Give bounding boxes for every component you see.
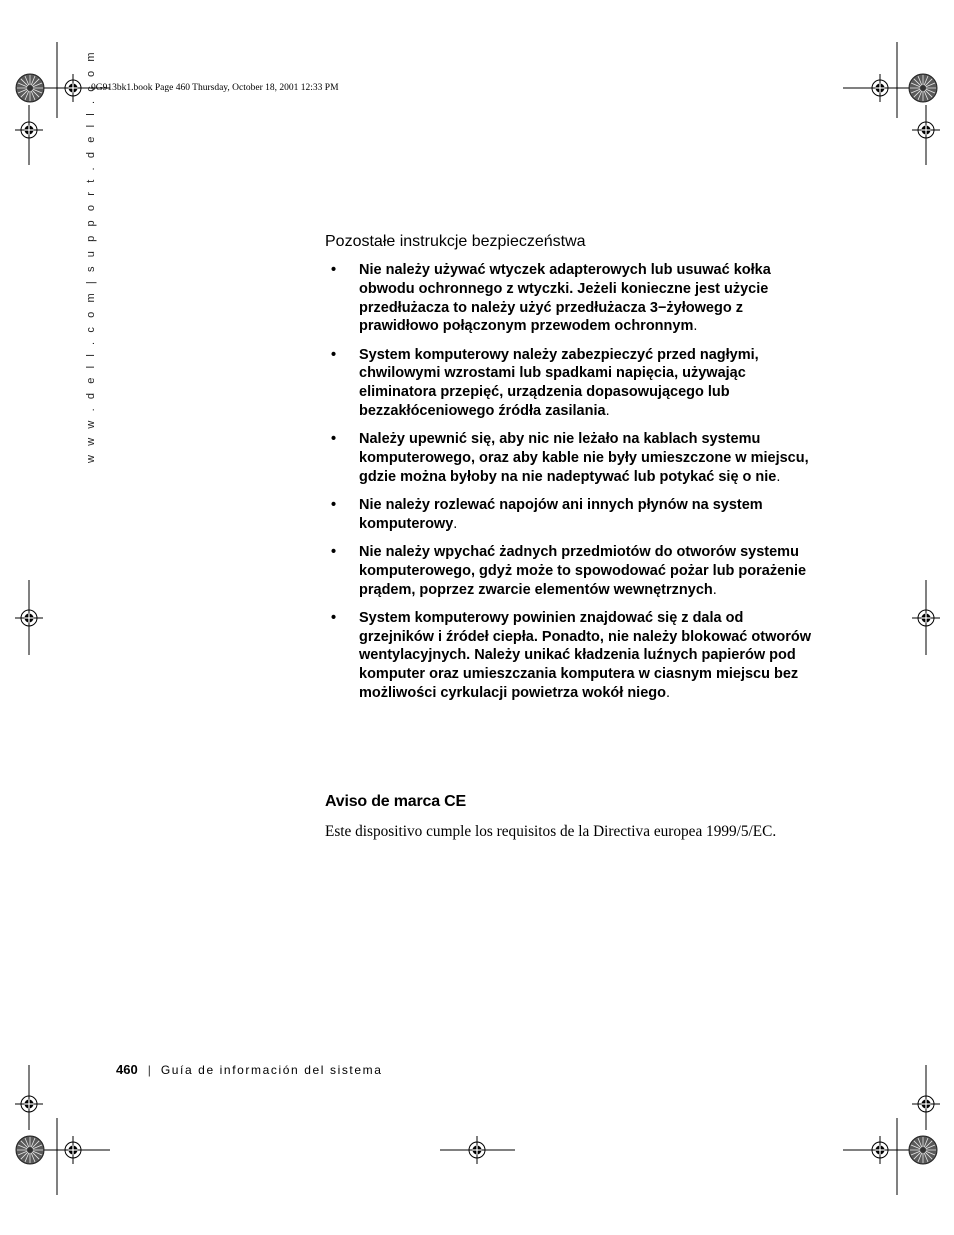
bullet-icon: • xyxy=(331,346,337,363)
ce-notice-title: Aviso de marca CE xyxy=(325,793,466,810)
list-item: • Należy upewnić się, aby nic nie leżało na kablach systemu komputerowego, oraz aby kable nie były umieszczone w miejscu, gdzie można byłoby na nie nadeptywać lub potykać się o nie. xyxy=(331,431,809,485)
list-item: • Nie należy rozlewać napojów ani innych płynów na system komputerowy. xyxy=(331,496,763,532)
registration-mark-icon xyxy=(59,74,87,102)
color-calibration-wheel-icon xyxy=(16,74,44,102)
registration-mark-icon xyxy=(912,1090,940,1118)
registration-mark-icon xyxy=(15,116,43,144)
side-url: w w w . d e l l . c o m | s u p p o r t . d e l l . c o m xyxy=(85,49,97,463)
bullet-icon: • xyxy=(331,262,337,278)
page-number: 460 xyxy=(116,1062,138,1077)
list-item-text: Nie należy wpychać żadnych przedmiotów do otworów systemu komputerowego, gdyż może to spowodować pożar lub porażenie prądem, poprzez zwarcie elementów wewnętrznych xyxy=(359,543,807,598)
registration-mark-icon xyxy=(59,1136,87,1164)
footer-separator: | xyxy=(147,1063,151,1077)
guide-title: Guía de información del sistema xyxy=(160,1063,383,1077)
list-item-text: System komputerowy należy zabezpieczyć przed nagłymi, chwilowymi wzrostami lub spadkami napięcia, używając eliminatora przepięć, urządzenia dopasowującego lub bezzakłóceniowego źródła zasilania xyxy=(359,346,759,419)
page-footer xyxy=(116,1062,383,1077)
registration-mark-icon xyxy=(463,1136,491,1164)
list-item: • Nie należy wpychać żadnych przedmiotów do otworów systemu komputerowego, gdyż może to spowodować pożar lub porażenie prądem, poprzez zwarcie elementów wewnętrznych. xyxy=(331,543,807,598)
color-calibration-wheel-icon xyxy=(909,74,937,102)
list-item: • Nie należy używać wtyczek adapterowych lub usuwać kołka obwodu ochronnego z wtyczki. Jeżeli konieczne jest użycie przedłużacza to należy użyć przedłużacza 3−żyłowego z prawidłowo połączonym przewodem ochronnym. xyxy=(331,262,771,335)
color-calibration-wheel-icon xyxy=(16,1136,44,1164)
bullet-icon: • xyxy=(331,609,337,626)
registration-mark-icon xyxy=(866,1136,894,1164)
list-item: • System komputerowy powinien znajdować się z dala od grzejników i źródeł ciepła. Ponadto, nie należy blokować otworów wentylacyjnych. Należy unikać kładzenia luźnych papierów pod komputer oraz umieszczania komputera w ciasnym miejscu bez możliwości cyrkulacji powietrza wokół niego. xyxy=(331,609,811,701)
registration-mark-icon xyxy=(866,74,894,102)
bullet-icon: • xyxy=(331,543,337,560)
list-item-text: Nie należy używać wtyczek adapterowych lub usuwać kołka obwodu ochronnego z wtyczki. Jeżeli konieczne jest użycie przedłużacza to należy użyć przedłużacza 3−żyłowego z prawidłowo połączonym przewodem ochronnym xyxy=(359,262,771,335)
ce-notice-text: Este dispositivo cumple los requisitos de la Directiva europea 1999/5/EC. xyxy=(325,823,777,840)
registration-mark-icon xyxy=(912,604,940,632)
list-item-text: Nie należy rozlewać napojów ani innych płynów na system komputerowy xyxy=(359,496,763,532)
section-title: Pozostałe instrukcje bezpieczeństwa xyxy=(325,233,586,250)
print-header: 0G913bk1.book Page 460 Thursday, October 18, 2001 12:33 PM xyxy=(91,83,339,93)
bullet-icon: • xyxy=(331,431,337,448)
registration-mark-icon xyxy=(912,116,940,144)
registration-mark-icon xyxy=(15,604,43,632)
bullet-icon: • xyxy=(331,496,337,513)
list-item-text: System komputerowy powinien znajdować się z dala od grzejników i źródeł ciepła. Ponadto, nie należy blokować otworów wentylacyjnych. Należy unikać kładzenia luźnych papierów pod komputer oraz umieszczania komputera w ciasnym miejscu bez możliwości cyrkulacji powietrza wokół niego xyxy=(359,609,811,701)
list-item: • System komputerowy należy zabezpieczyć przed nagłymi, chwilowymi wzrostami lub spadkami napięcia, używając eliminatora przepięć, urządzenia dopasowującego lub bezzakłóceniowego źródła zasilania. xyxy=(331,346,759,419)
safety-instructions-list xyxy=(331,261,821,712)
registration-mark-icon xyxy=(15,1090,43,1118)
color-calibration-wheel-icon xyxy=(909,1136,937,1164)
list-item-text: Należy upewnić się, aby nic nie leżało na kablach systemu komputerowego, oraz aby kable nie były umieszczone w miejscu, gdzie można byłoby na nie nadeptywać lub potykać się o nie xyxy=(359,431,809,485)
